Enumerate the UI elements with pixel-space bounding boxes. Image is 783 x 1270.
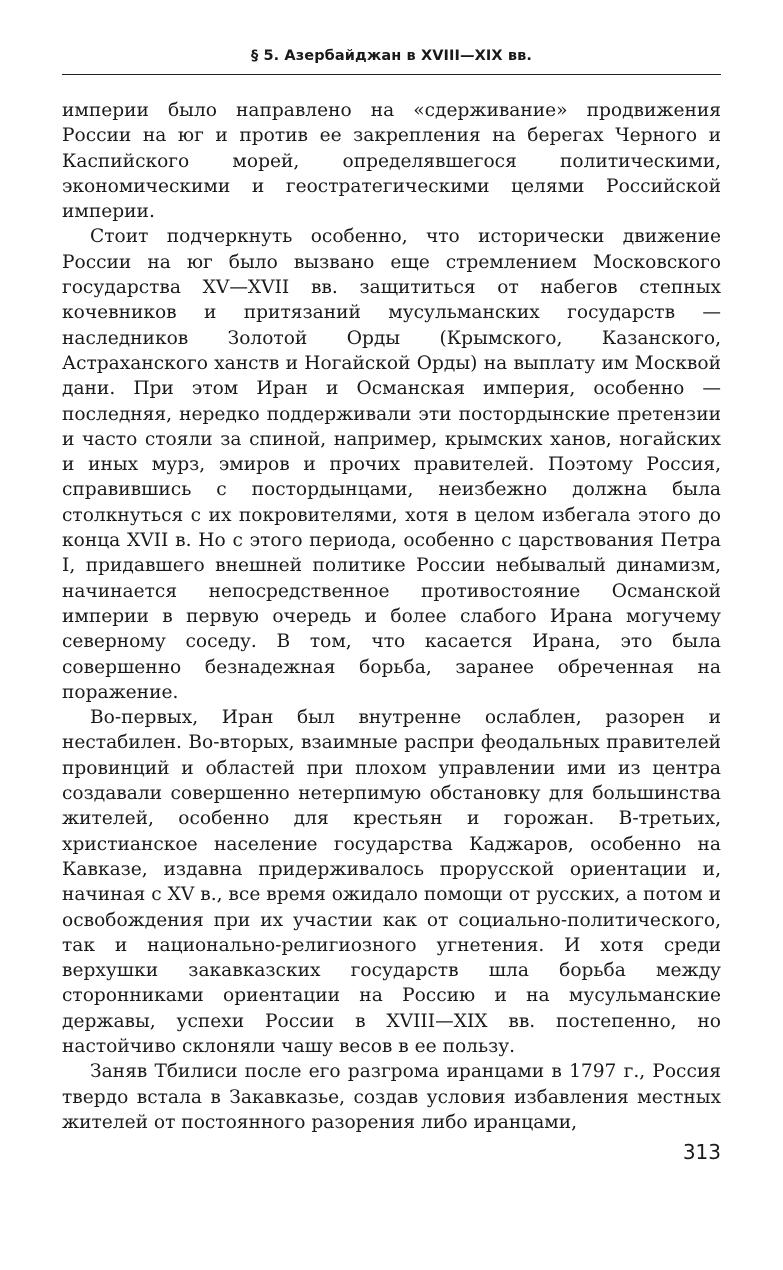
page-number: 313 bbox=[682, 1140, 721, 1164]
paragraph: Стоит подчеркнуть особенно, что исторически движение России на юг было вызвано еще стремлением Московского государства XV—XVII вв. защититься от набегов степных кочевников и притязаний мусульманских государств — наследников Золотой Орды (Крымского, Казанского, Астраханского ханств и Ногайской Орды) на выплату им Москвой дани. При этом Иран и Османская империя, особенно — последняя, нередко поддерживали эти постордынские претензии и часто стояли за спиной, например, крымских ханов, ногайских и иных мурз, эмиров и прочих правителей. Поэтому Россия, справившись с постордынцами, неизбежно должна была столкнуться с их покровителями, хотя в целом избегала этого до конца XVII в. Но с этого периода, особенно с царствования Петра I, придавшего внешней политике России небывалый динамизм, начинается непосредственное противостояние Османской империи в первую очередь и более слабого Ирана могучему северному соседу. В том, что касается Ирана, это была совершенно безнадежная борьба, заранее обреченная на поражение. bbox=[62, 226, 721, 703]
paragraph-continuation: империи было направлено на «сдерживание» продвижения России на юг и против ее закрепления на берегах Черного и Каспийского морей, определявшегося политическими, экономическими и геостратегическими целями Российской империи. bbox=[62, 100, 721, 223]
body-text bbox=[62, 98, 721, 1135]
paragraph: Во-первых, Иран был внутренне ослаблен, разорен и нестабилен. Во-вторых, взаимные распри феодальных правителей провинций и областей при плохом управлении ими из центра создавали совершенно нетерпимую обстановку для большинства жителей, особенно для крестьян и горожан. В-третьих, христианское население государства Каджаров, особенно на Кавказе, издавна придерживалось прорусской ориентации и, начиная с XV в., все время ожидало помощи от русских, а потом и освобождения при их участии как от социально-политического, так и национально-религиозного угнетения. И хотя среди верхушки закавказских государств шла борьба между сторонниками ориентации на Россию и на мусульманские державы, успехи России в XVIII—XIX вв. постепенно, но настойчиво склоняли чашу весов в ее пользу. bbox=[62, 707, 721, 1057]
running-header: § 5. Азербайджан в XVIII—XIX вв. bbox=[250, 48, 533, 64]
paragraph: Заняв Тбилиси после его разгрома иранцами в 1797 г., Россия твердо встала в Закавказье, создав условия избавления местных жителей от постоянного разорения либо иранцами, bbox=[62, 1061, 721, 1133]
header-rule bbox=[62, 74, 721, 75]
